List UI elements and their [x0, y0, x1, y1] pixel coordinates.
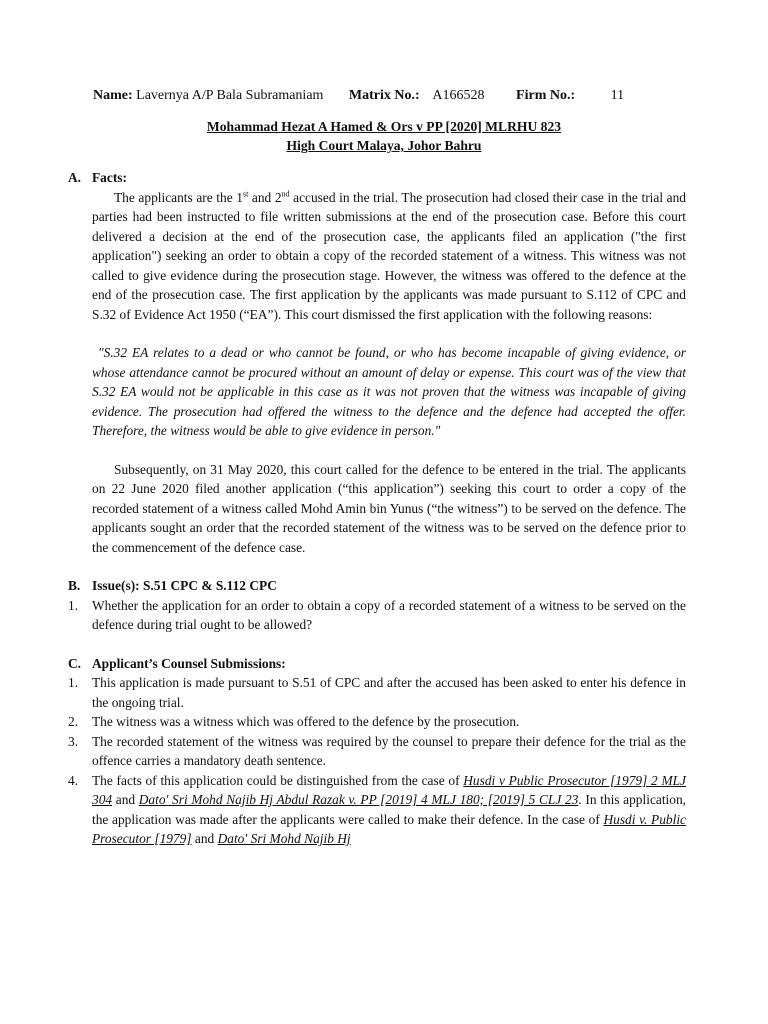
student-header: [93, 86, 693, 106]
case-citation-link[interactable]: Dato' Sri Mohd Najib Hj Abdul Razak v. PP [2019] 4 MLJ 180; [2019] 5 CLJ 23: [138, 792, 579, 807]
section-counsel-heading: [68, 654, 686, 674]
issues-list: [68, 596, 686, 635]
section-title: Facts:: [92, 170, 127, 185]
section-letter: B.: [68, 578, 81, 593]
case-title: Mohammad Hezat A Hamed & Ors v PP [2020] MLRHU 823: [206, 119, 562, 134]
list-item: 2. The witness was a witness which was offered to the defence by the prosecution.: [68, 714, 520, 729]
section-facts-heading: [68, 168, 686, 188]
list-item: 4. The facts of this application could be distinguished from the case of Husdi v Public Prosecutor [1979] 2 MLJ 304 and Dato' Sri Mohd Najib Hj Abdul Razak v. PP [2019] 4 MLJ 180; [2019] 5 CLJ 23. In this application, the application was made after the applicants were called to make their defence. In the case of Husdi v. Public Prosecutor [1979] and Dato' Sri Mohd Najib Hj: [68, 772, 687, 846]
list-item: 3. The recorded statement of the witness was required by the counsel to prepare their defence for the trial as the offence carries a mandatory death sentence.: [68, 733, 686, 768]
counsel-submissions-list: [68, 673, 686, 849]
document-body: [68, 168, 686, 849]
case-citation-link[interactable]: Husdi v Public Prosecutor [1979] 2 MLJ 304: [92, 772, 686, 807]
name-label: Name:: [93, 88, 133, 103]
case-citation-link[interactable]: Husdi v. Public Prosecutor [1979]: [92, 811, 686, 846]
firm-value: 11: [610, 88, 625, 103]
firm-label: Firm No.:: [516, 88, 576, 103]
section-issues-heading: [68, 576, 686, 596]
section-letter: A.: [68, 170, 82, 185]
matrix-value: A166528: [432, 88, 485, 103]
court-name: High Court Malaya, Johor Bahru: [286, 138, 482, 153]
facts-paragraph-1: The applicants are the 1st and 2nd accused in the trial. The prosecution had closed their case in the trial and parties had been instructed to file written submissions at the end of the prosecution case. Before this court delivered a decision at the end of the prosecution case, the applicants filed an application ("the first application") seeking an order to obtain a copy of the recorded statement of a witness. This witness was not called to give evidence during the prosecution stage. However, the witness was offered to the defence at the end of the prosecution case. The first application by the applicants was made pursuant to S.112 of CPC and S.32 of Evidence Act 1950 (“EA”). This court dismissed the first application with the following reasons:: [92, 189, 686, 322]
facts-paragraph-2: Subsequently, on 31 May 2020, this court called for the defence to be entered in the trial. The applicants on 22 June 2020 filed another application (“this application”) seeking this court to order a copy of the recorded statement of a witness called Mohd Amin bin Yunus (“the witness”) to be served on the defence. The applicants sought an order that the recorded statement of the witness was to be served on the defence prior to the commencement of the defence case.: [92, 461, 686, 555]
list-item: 1. This application is made pursuant to S.51 of CPC and after the accused has been asked to enter his defence in the ongoing trial.: [68, 675, 686, 710]
matrix-label: Matrix No.:: [348, 88, 420, 103]
section-title: Applicant’s Counsel Submissions:: [92, 655, 286, 671]
section-letter: C.: [68, 655, 82, 671]
section-title: Issue(s): S.51 CPC & S.112 CPC: [92, 578, 277, 593]
court-reasons-quote: "S.32 EA relates to a dead or who cannot be found, or who has become incapable of giving evidence, or whose attendance cannot be procured without an amount of delay or expense. This court was of the view that S.32 EA would not be applicable in this case as it was not proven that the witness was incapable of giving evidence. The prosecution had offered the witness to the defence and the defence had accepted the offer. Therefore, the witness would be able to give evidence in person.": [92, 345, 686, 438]
list-item: 1. Whether the application for an order to obtain a copy of a recorded statement of a witness to be served on the defence during trial ought to be allowed?: [68, 597, 686, 632]
name-value: Lavernya A/P Bala Subramaniam: [136, 88, 324, 103]
case-citation-link[interactable]: Dato' Sri Mohd Najib Hj: [217, 831, 351, 846]
